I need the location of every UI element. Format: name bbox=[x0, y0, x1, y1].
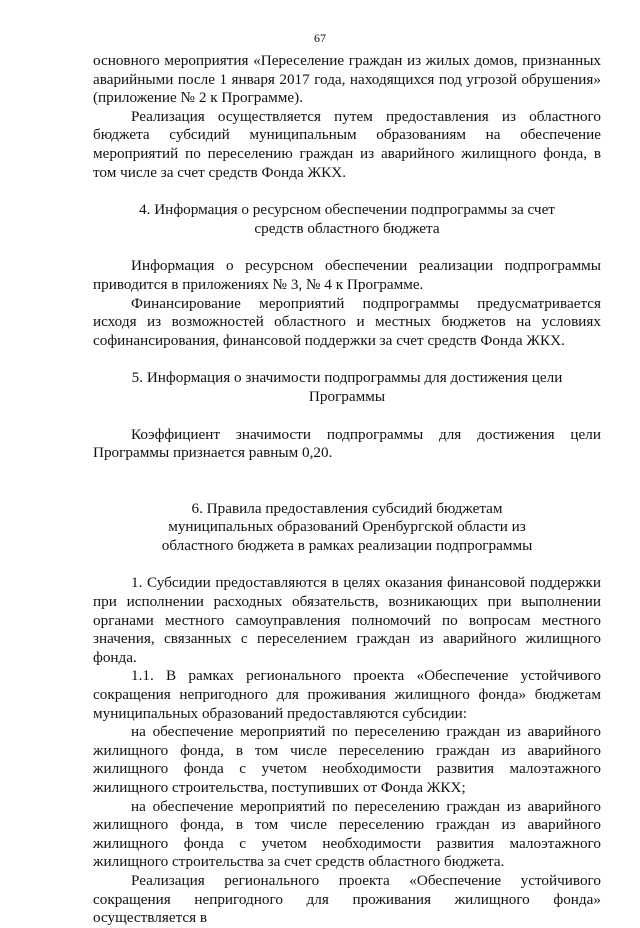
paragraph-continuation: основного мероприятия «Переселение граждан из жилых домов, признанных аварийными после 1 января 2017 года, находящихся под угрозой обрушения» (приложение № 2 к Программе). bbox=[93, 52, 601, 107]
section-6-heading-line-1: 6. Правила предоставления субсидий бюджетам bbox=[191, 499, 503, 517]
paragraph-item-1: 1. Субсидии предоставляются в целях оказания финансовой поддержки при исполнении расходных обязательств, возникающих при выполнении органами местного самоуправления полномочий по вопросам местного значения, связанных с переселением граждан из аварийного жилищного фонда. bbox=[93, 574, 601, 666]
paragraph-subsidy-fund: на обеспечение мероприятий по переселению граждан из аварийного жилищного фонда, в том числе переселению граждан из аварийного жилищного фонда с учетом необходимости развития малоэтажного жилищного строительства, поступивших от Фонда ЖКХ; bbox=[93, 723, 601, 796]
section-4-heading-line-2: средств областного бюджета bbox=[254, 219, 440, 237]
paragraph-subsidy-regional: на обеспечение мероприятий по переселению граждан из аварийного жилищного фонда, в том числе переселению граждан из аварийного жилищного фонда с учетом необходимости развития малоэтажного жилищного строительства за счет средств областного бюджета. bbox=[93, 797, 601, 871]
paragraph-resource-info: Информация о ресурсном обеспечении реализации подпрограммы приводится в приложениях № 3, № 4 к Программе. bbox=[93, 257, 601, 293]
section-4-heading-line-1: 4. Информация о ресурсном обеспечении подпрограммы за счет bbox=[139, 201, 555, 219]
paragraph-coefficient: Коэффициент значимости подпрограммы для достижения цели Программы признается равным 0,20. bbox=[93, 425, 601, 462]
paragraph-item-1-1: 1.1. В рамках регионального проекта «Обеспечение устойчивого сокращения непригодного для проживания жилищного фонда» бюджетам муниципальных образований предоставляются субсидии: bbox=[93, 667, 601, 722]
paragraph-realization: Реализация осуществляется путем предоставления из областного бюджета субсидий муниципальным образованиям на обеспечение мероприятий по переселению граждан из аварийного жилищного фонда, в том числе за счет средств Фонда ЖКХ. bbox=[93, 107, 601, 181]
page-number: 67 bbox=[314, 31, 326, 45]
section-5-heading-line-2: Программы bbox=[308, 387, 386, 405]
section-6-heading-line-3: областного бюджета в рамках реализации подпрограммы bbox=[161, 536, 533, 554]
document-body bbox=[93, 52, 601, 928]
section-5-heading-line-1: 5. Информация о значимости подпрограммы для достижения цели bbox=[131, 369, 563, 387]
section-6-heading-line-2: муниципальных образований Оренбургской области из bbox=[168, 518, 526, 536]
paragraph-financing: Финансирование мероприятий подпрограммы предусматривается исходя из возможностей областного и местных бюджетов на условиях софинансирования, финансовой поддержки за счет средств Фонда ЖКХ. bbox=[93, 294, 601, 349]
paragraph-project-realization: Реализация регионального проекта «Обеспечение устойчивого сокращения непригодного для проживания жилищного фонда» осуществляется в bbox=[93, 871, 601, 927]
